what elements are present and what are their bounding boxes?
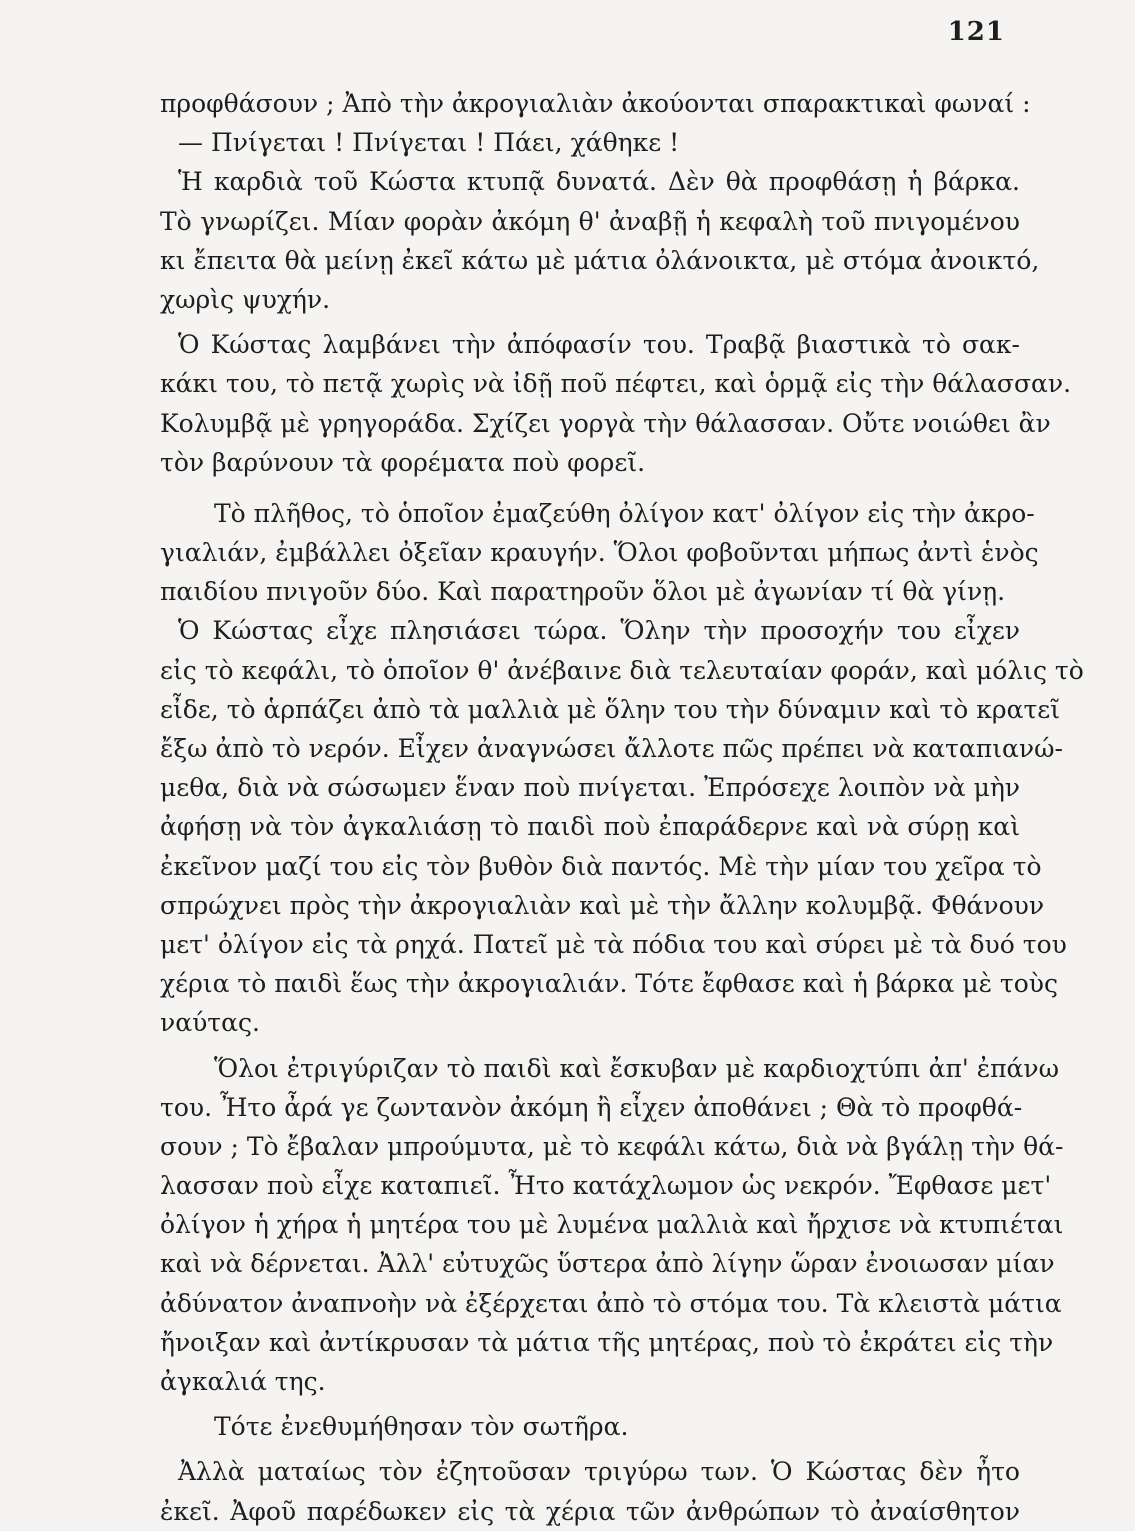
text-line: μεθα, διὰ νὰ σώσωμεν ἕναν ποὺ πνίγεται. Ἐπρόσεχε λοιπὸν νὰ μὴν [160, 773, 1020, 803]
text-line: σπρώχνει πρὸς τὴν ἀκρογιαλιὰν καὶ μὲ τὴν ἄλλην κολυμβᾷ. Φθάνουν [160, 890, 1045, 920]
text-line: Κολυμβᾷ μὲ γρηγοράδα. Σχίζει γοργὰ τὴν θάλασσαν. Οὔτε νοιώθει ἂν [160, 408, 1051, 438]
text-line: εἰς τὸ κεφάλι, τὸ ὁποῖον θ' ἀνέβαινε διὰ τελευταίαν φοράν, καὶ μόλις τὸ [160, 655, 1084, 685]
text-line: ὀλίγον ἡ χήρα ἡ μητέρα του μὲ λυμένα μαλλιὰ καὶ ἤρχισε νὰ κτυπιέται [160, 1210, 1064, 1240]
page-number: 121 [947, 17, 1005, 47]
text-line: ἀδύνατον ἀναπνοὴν νὰ ἐξέρχεται ἀπὸ τὸ στόμα του. Τὰ κλειστὰ μάτια [160, 1288, 1062, 1318]
text-line: Ὁ Κώστας λαμβάνει τὴν ἀπόφασίν του. Τραβᾷ βιαστικὰ τὸ σακ- [178, 330, 1020, 360]
text-line: χωρὶς ψυχήν. [160, 284, 331, 314]
text-line: — Πνίγεται ! Πνίγεται ! Πάει, χάθηκε ! [178, 128, 680, 158]
text-line: καὶ νὰ δέρνεται. Ἀλλ' εὐτυχῶς ὕστερα ἀπὸ λίγην ὥραν ἐνοιωσαν μίαν [160, 1249, 1055, 1279]
text-line: Ὁ Κώστας εἶχε πλησιάσει τώρα. Ὅλην τὴν προσοχήν του εἶχεν [178, 616, 1020, 646]
text-line: Ἡ καρδιὰ τοῦ Κώστα κτυπᾷ δυνατά. Δὲν θὰ προφθάσῃ ἡ βάρκα. [178, 167, 1020, 197]
text-line: προφθάσουν ; Ἀπὸ τὴν ἀκρογιαλιὰν ἀκούονται σπαρακτικαὶ φωναί : [160, 89, 1031, 118]
text-line: χέρια τὸ παιδὶ ἕως τὴν ἀκρογιαλιάν. Τότε ἔφθασε καὶ ἡ βάρκα μὲ τοὺς [160, 969, 1059, 999]
text-line: ἀφήσῃ νὰ τὸν ἀγκαλιάσῃ τὸ παιδὶ ποὺ ἐπαράδερνε καὶ νὰ σύρῃ καὶ [160, 812, 1020, 842]
text-line: κι ἔπειτα θὰ μείνῃ ἐκεῖ κάτω μὲ μάτια ὀλάνοικτα, μὲ στόμα ἀνοικτό, [160, 245, 1040, 275]
text-line: Ἀλλὰ ματαίως τὸν ἐζητοῦσαν τριγύρω των. Ὁ Κώστας δὲν ἦτο [178, 1457, 1020, 1487]
text-line: ἐκεῖνον μαζί του εἰς τὸν βυθὸν διὰ παντός. Μὲ τὴν μίαν του χεῖρα τὸ [160, 851, 1042, 881]
text-line: τὸν βαρύνουν τὰ φορέματα ποὺ φορεῖ. [160, 447, 646, 477]
text-line: ἀγκαλιά της. [160, 1367, 326, 1396]
text-line: ἤνοιξαν καὶ ἀντίκρυσαν τὰ μάτια τῆς μητέρας, ποὺ τὸ ἐκράτει εἰς τὴν [160, 1327, 1054, 1357]
text-line: κάκι του, τὸ πετᾷ χωρὶς νὰ ἰδῇ ποῦ πέφτει, καὶ ὁρμᾷ εἰς τὴν θάλασσαν. [160, 369, 1072, 399]
text-line: Τὸ πλῆθος, τὸ ὁποῖον ἐμαζεύθη ὀλίγον κατ' ὀλίγον εἰς τὴν ἀκρο- [214, 498, 1035, 528]
text-line: γιαλιάν, ἐμβάλλει ὀξεῖαν κραυγήν. Ὅλοι φοβοῦνται μήπως ἀντὶ ἑνὸς [160, 538, 1039, 568]
text-line: Τὸ γνωρίζει. Μίαν φορὰν ἀκόμη θ' ἀναβῇ ἡ κεφαλὴ τοῦ πνιγομένου [160, 206, 1020, 236]
text-line: ἔξω ἀπὸ τὸ νερόν. Εἶχεν ἀναγνώσει ἄλλοτε πῶς πρέπει νὰ καταπιανώ- [160, 734, 1063, 763]
text-line: εἶδε, τὸ ἁρπάζει ἀπὸ τὰ μαλλιὰ μὲ ὅλην του τὴν δύναμιν καὶ τὸ κρατεῖ [160, 694, 1061, 724]
body-text [160, 84, 1084, 1531]
text-line: μετ' ὀλίγον εἰς τὰ ρηχά. Πατεῖ μὲ τὰ πόδια του καὶ σύρει μὲ τὰ δυό του [160, 929, 1067, 959]
text-line: ἐκεῖ. Ἀφοῦ παρέδωκεν εἰς τὰ χέρια τῶν ἀνθρώπων τὸ ἀναίσθητον [160, 1496, 1020, 1526]
text-line: του. Ἦτο ἆρά γε ζωντανὸν ἀκόμη ἢ εἶχεν ἀποθάνει ; Θὰ τὸ προφθά- [160, 1092, 1023, 1122]
text-line: λασσαν ποὺ εἶχε καταπιεῖ. Ἦτο κατάχλωμον ὡς νεκρόν. Ἔφθασε μετ' [160, 1171, 1052, 1201]
text-line: Ὅλοι ἐτριγύριζαν τὸ παιδὶ καὶ ἔσκυβαν μὲ καρδιοχτύπι ἀπ' ἐπάνω [214, 1053, 1060, 1083]
text-line: παιδίου πνιγοῦν δύο. Καὶ παρατηροῦν ὅλοι μὲ ἀγωνίαν τί θὰ γίνῃ. [160, 577, 1006, 607]
text-line: Τότε ἐνεθυμήθησαν τὸν σωτῆρα. [214, 1412, 629, 1442]
text-line: ναύτας. [160, 1008, 260, 1038]
text-line: σουν ; Τὸ ἔβαλαν μπρούμυτα, μὲ τὸ κεφάλι κάτω, διὰ νὰ βγάλῃ τὴν θά- [160, 1131, 1064, 1161]
